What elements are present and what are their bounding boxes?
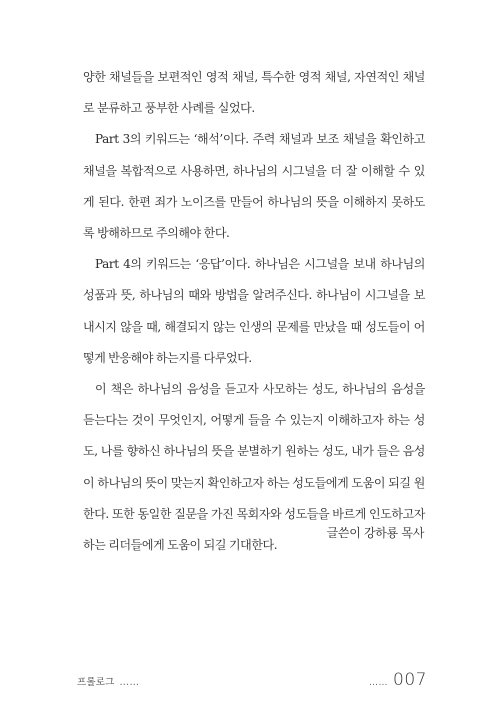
paragraph-part4: Part 4의 키워드는 ‘응답’이다. 하나님은 시그널을 보내 하나님의 성품과 뜻, 하나님의 때와 방법을 알려주신다. 하나님이 시그널을 보내시지 않을 때, 해결되지 않는 인생의 문제를 만났을 때 성도들이 어떻게 반응해야 하는지를 다루었다.: [83, 257, 425, 365]
paragraph-part3: Part 3의 키워드는 ‘해석’이다. 주력 채널과 보조 채널을 확인하고 채널을 복합적으로 사용하면, 하나님의 시그널을 더 잘 이해할 수 있게 된다. 한편 죄가 노이즈를 만들어 하나님의 뜻을 이해하지 못하도록 방해하므로 주의해야 한다.: [83, 132, 425, 241]
paragraph-purpose: 이 책은 하나님의 음성을 듣고자 사모하는 성도, 하나님의 음성을 듣는다는 것이 무엇인지, 어떻게 들을 수 있는지 이해하고자 하는 성도, 나를 향하신 하나님의 뜻을 분별하기 원하는 성도, 내가 들은 음성이 하나님의 뜻이 맞는지 확인하고자 하는 성도들에게 도움이 되길 원한다. 또한 동일한 질문을 가진 목회자와 성도들을 바르게 인도하고자 하는 리더들에게 도움이 되길 기대한다.: [83, 382, 425, 553]
body-text: [83, 62, 425, 561]
paragraph-channels: 양한 채널들을 보편적인 영적 채널, 특수한 영적 채널, 자연적인 채널로 분류하고 풍부한 사례를 실었다.: [83, 70, 425, 116]
page-leader-dots: ……: [369, 678, 389, 688]
author-signature: 글쓴이 강하룡 목사: [326, 526, 424, 540]
section-leader-dots: ……: [119, 677, 140, 688]
page-footer: [77, 668, 427, 690]
running-footer: [77, 674, 140, 688]
page-number-group: [369, 670, 427, 690]
page-number: 007: [393, 670, 427, 690]
section-label: 프롤로그: [77, 677, 115, 688]
